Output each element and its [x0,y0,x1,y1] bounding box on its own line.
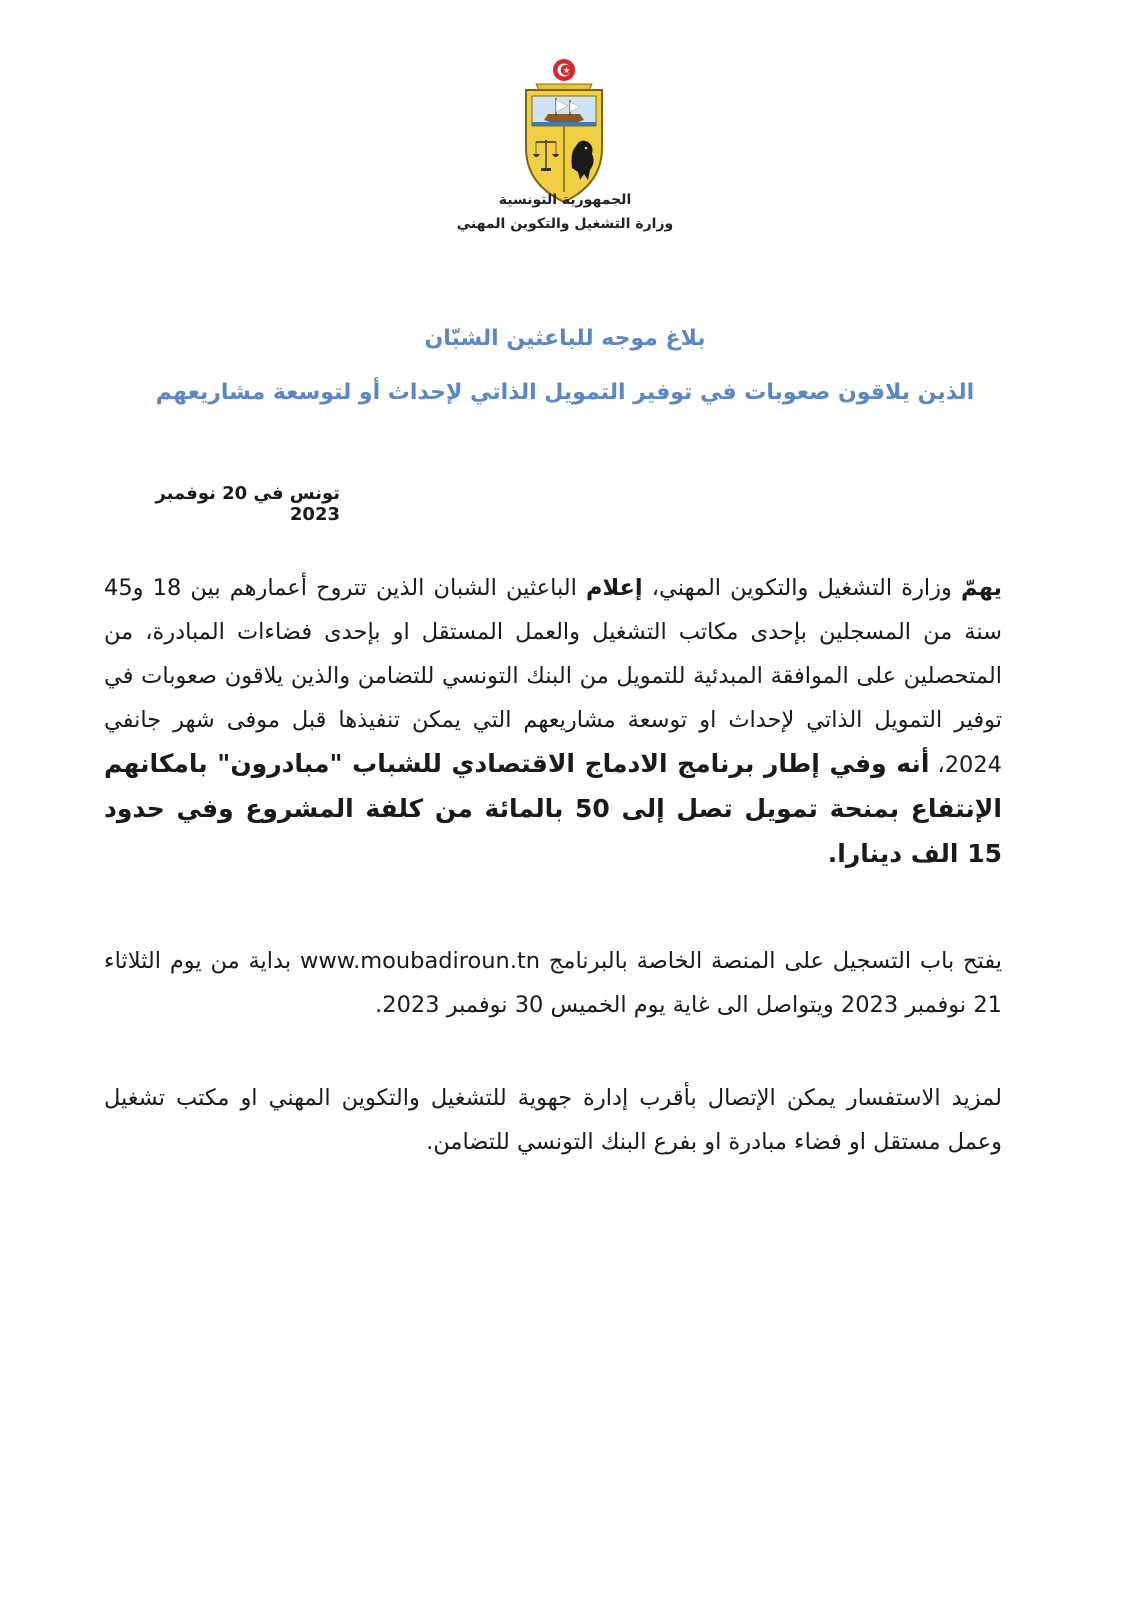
country-name: الجمهورية التونسية [498,192,632,208]
announcement-title: بلاغ موجه للباعثين الشبّان [424,326,706,351]
platform-link[interactable]: www.moubadiroun.tn [299,948,541,974]
paragraph-text: يفتح باب التسجيل على المنصة الخاصة بالبرنامج [540,948,1002,974]
document-date: تونس في 20 نوفمبر 2023 [155,483,340,525]
paragraph-text: الباعثين الشبان الذين تتروح أعمارهم بين 18 و45 سنة من المسجلين بإحدى مكاتب التشغيل والعمل المستقل او بإحدى فضاءات المبادرة، من المتحصلين على الموافقة المبدئية للتمويل من البنك التونسي للتضامن والذين يلاقون صعوبات في توفير التمويل الذاتي لإحداث او توسعة مشاريعهم التي يمكن تنفيذها قبل موفى شهر جانفي 2024، [104,575,1002,778]
paragraph-highlight: أنه وفي إطار برنامج الادماج الاقتصادي للشباب "مبادرون" بامكانهم الإنتفاع بمنحة تمويل تصل إلى 50 بالمائة من كلفة المشروع وفي حدود 15 الف دينارا. [104,749,1002,868]
paragraph-lead: يهمّ [961,575,1002,601]
tunisia-coat-of-arms-icon [518,56,610,206]
paragraph-announcement [104,566,1002,877]
paragraph-text: وزارة التشغيل والتكوين المهني، [642,575,962,601]
ministry-name: وزارة التشغيل والتكوين المهني [456,216,674,232]
paragraph-inform: إعلام [585,575,643,601]
announcement-subtitle: الذين يلاقون صعوبات في توفير التمويل الذاتي لإحداث أو لتوسعة مشاريعهم [155,380,975,405]
paragraph-contact: لمزيد الاستفسار يمكن الإتصال بأقرب إدارة جهوية للتشغيل والتكوين المهني او مكتب تشغيل وعمل مستقل او فضاء مبادرة او بفرع البنك التونسي للتضامن. [104,1085,1002,1155]
paragraph-text: بداية من يوم الثلاثاء 21 نوفمبر 2023 ويتواصل الى غاية يوم الخميس 30 نوفمبر 2023. [104,948,1002,1018]
paragraph-registration [104,939,1002,1027]
